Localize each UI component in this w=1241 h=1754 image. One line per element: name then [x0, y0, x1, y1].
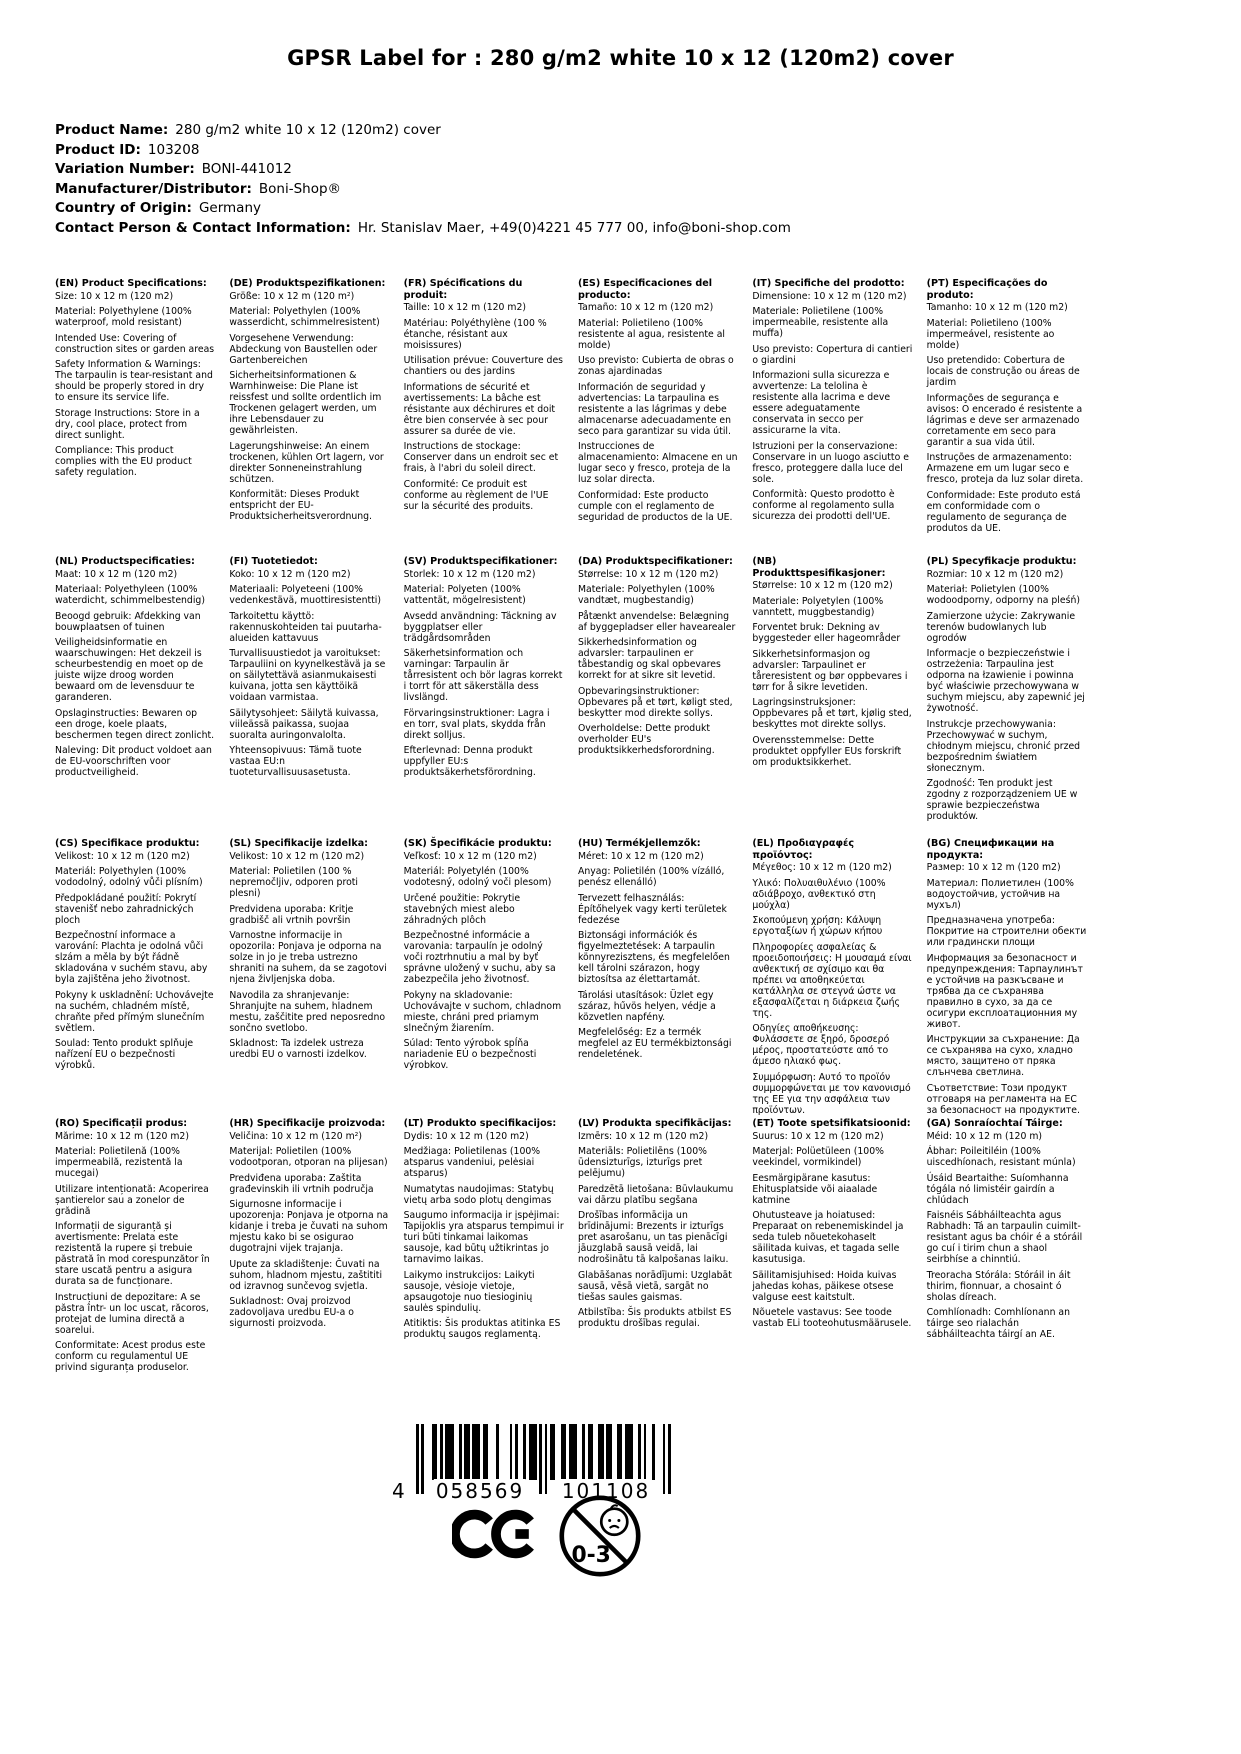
lang-block-paragraph: Materiaali: Polyeteeni (100% vedenkestävä, muottiresistentti): [229, 584, 382, 606]
lang-block-paragraph: Súlad: Tento výrobok spĺňa nariadenie EÚ o bezpečnosti výrobkov.: [403, 1038, 537, 1071]
lang-block-sv: [404, 556, 564, 827]
barcode-bar: [440, 1424, 443, 1480]
product-info: [55, 121, 791, 238]
lang-block-paragraph: Material: Polietilen (100 % nepremočljiv, odporen proti plesni): [229, 866, 358, 899]
barcode-bar: [529, 1424, 537, 1480]
lang-block-sk: [404, 838, 564, 1120]
lang-block-heading: (DA) Produktspecifikationer:: [577, 556, 733, 567]
lang-block-lv: [578, 1118, 738, 1378]
lang-block-paragraph: Eesmärgipärane kasutus: Ehitusplatside või aiaalade katmine: [752, 1172, 878, 1206]
lang-block-paragraph: Materiāls: Polietilēns (100% ūdensizturīgs, izturīgs pret pelējumu): [577, 1146, 707, 1179]
product-info-value: 280 g/m2 white 10 x 12 (120m2) cover: [175, 122, 441, 138]
barcode-bar: [550, 1424, 555, 1480]
lang-block-heading: (LV) Produkta specifikācijas:: [577, 1118, 732, 1129]
barcode-bar: [472, 1424, 480, 1480]
lang-block-heading: (SK) Špecifikácie produktu:: [403, 838, 552, 849]
lang-block-paragraph: Forventet bruk: Dekning av byggesteder eller hageområder: [752, 622, 901, 644]
lang-block-paragraph: Informații de siguranță și avertismente: Prelata este rezistentă la rupere și trebuie păstrată în mod corespunzător în stare uscată pentru a asigura durata sa de funcționare.: [55, 1221, 210, 1287]
lang-block-hr: [229, 1118, 389, 1378]
lang-row-1: [55, 278, 1087, 538]
lang-block-paragraph: Medžiaga: Polietilenas (100% atsparus vandeniui, pelėsiai atsparus): [403, 1146, 541, 1179]
lang-block-paragraph: Méid: 10 x 12 m (120 m): [926, 1130, 1043, 1142]
age-warning-0-3-icon: [558, 1494, 642, 1582]
lang-block-heading: (FR) Spécifications du produit:: [403, 278, 523, 301]
barcode-first-digit: 4: [392, 1479, 405, 1503]
lang-block-fr: [404, 278, 564, 538]
barcode-bar: [432, 1424, 437, 1480]
barcode-bar: [459, 1424, 462, 1480]
lang-block-fi: [229, 556, 389, 827]
barcode-bar: [638, 1424, 641, 1480]
lang-block-paragraph: Conformité: Ce produit est conforme au règlement de l'UE sur la sécurité des produits.: [403, 478, 549, 512]
lang-block-paragraph: Comhlíonadh: Comhlíonann an táirge seo rialachán sábháilteachta táirgí an AE.: [926, 1307, 1071, 1340]
barcode-left-digits: 058569: [435, 1479, 525, 1503]
barcode-bar: [598, 1424, 603, 1480]
lang-block-paragraph: Veličina: 10 x 12 m (120 m²): [229, 1130, 362, 1142]
lang-block-paragraph: Nõuetele vastavus: See toode vastab ELi tooteohutusmäärusele.: [752, 1307, 912, 1329]
lang-block-paragraph: Compliance: This product complies with the EU product safety regulation.: [55, 445, 192, 478]
product-info-value: Germany: [198, 200, 261, 216]
lang-block-paragraph: Velikost: 10 x 12 m (120 m2): [55, 850, 190, 862]
lang-block-paragraph: Sicherheitsinformationen & Warnhinweise: Die Plane ist reissfest und sollte ordentlich im Trockenen gelagert werden, um ihre Lebensdauer zu gewährleisten.: [229, 370, 382, 436]
lang-block-heading: (IT) Specifiche del prodotto:: [752, 278, 905, 289]
lang-block-paragraph: Turvallisuustiedot ja varoitukset: Tarpauliini on kyynelkestävä ja se on säilytettävä asianmukaisesti kuivana, jotta sen käyttöikä voidaan varmistaa.: [229, 648, 386, 703]
lang-block-paragraph: Intended Use: Covering of construction sites or garden areas: [55, 332, 215, 355]
barcode-bar: [582, 1424, 585, 1480]
barcode-bar: [617, 1424, 622, 1480]
lang-block-paragraph: Utilizare intenționată: Acoperirea șantierelor sau a zonelor de grădină: [55, 1183, 209, 1217]
lang-block-paragraph: Pokyny na skladovanie: Uchovávajte v suchom, chladnom mieste, chráni pred priamym slnečným žiarením.: [403, 989, 562, 1034]
lang-block-paragraph: Saugumo informacija ir įspėjimai: Tapijoklis yra atsparus tempimui ir turi būti tinkamai laikomas sausoje, kad būtų užtikrintas jo tarnavimo laikas.: [403, 1210, 564, 1265]
lang-block-paragraph: Koko: 10 x 12 m (120 m2): [229, 568, 351, 580]
lang-block-heading: (PL) Specyfikacje produktu:: [926, 556, 1077, 567]
lang-block-nb: [752, 556, 912, 827]
lang-block-heading: (EL) Προδιαγραφές προϊόντος:: [752, 838, 855, 861]
lang-block-heading: (HU) Termékjellemzők:: [577, 838, 701, 849]
lang-block-paragraph: Påtænkt anvendelse: Belægning af byggepladser eller havearealer: [577, 610, 736, 633]
lang-block-paragraph: Vorgesehene Verwendung: Abdeckung von Baustellen oder Gartenbereichen: [229, 332, 378, 366]
lang-block-paragraph: Съответствие: Този продукт отговаря на регламента на ЕС за безопасност на продуктите.: [926, 1082, 1080, 1116]
lang-block-paragraph: Materiál: Polyetylén (100% vodotesný, odolný voči plesom): [403, 866, 552, 888]
lang-block-paragraph: Instrucciones de almacenamiento: Almacene en un lugar seco y fresco, proteja de la luz solar directa.: [577, 441, 738, 485]
product-info-value: Boni-Shop®: [258, 180, 342, 197]
lang-block-hu: [578, 838, 738, 1120]
lang-block-paragraph: Atbilstība: Šis produkts atbilst ES produktu drošības regulai.: [577, 1307, 732, 1329]
product-info-row: [55, 141, 791, 161]
lang-row-4: [55, 1118, 1087, 1378]
lang-block-paragraph: Sikkerhedsinformation og advarsler: tarpaulinen er tåbestandig og skal opbevares korrekt for at sikre sit levetid.: [577, 637, 721, 681]
lang-block-paragraph: Sigurnosne informacije i upozorenja: Ponjava je otporna na kidanje i treba je čuvati na suhom mjestu kako bi se osigurao dugotrajni vijek trajanja.: [229, 1199, 389, 1254]
lang-block-paragraph: Skladnost: Ta izdelek ustreza uredbi EU o varnosti izdelkov.: [229, 1038, 367, 1060]
lang-block-paragraph: Материал: Полиетилен (100% водоустойчив, устойчив на мухъл): [926, 877, 1074, 911]
product-info-label: Variation Number:: [55, 161, 195, 177]
lang-block-paragraph: Material: Polietilenă (100% impermeabilă, rezistentă la mucegai): [55, 1146, 183, 1179]
lang-block-paragraph: Biztonsági információk és figyelmeztetések: A tarpaulin könnyrezisztens, és megfelelően kell tárolni szárazon, hogy biztosítsa az élettartamát.: [577, 930, 730, 985]
lang-block-paragraph: Utilisation prévue: Couverture des chantiers ou des jardins: [403, 355, 564, 377]
lang-block-paragraph: Atitiktis: Šis produktas atitinka ES produktų saugos reglamentą.: [403, 1318, 561, 1340]
lang-block-paragraph: Materiál: Polyethylen (100% vododolný, odolný vůči plísním): [55, 866, 203, 888]
lang-block-paragraph: Izmērs: 10 x 12 m (120 m2): [577, 1130, 709, 1142]
lang-row-2: [55, 556, 1087, 827]
lang-block-heading: (GA) Sonraíochtaí Táirge:: [926, 1118, 1063, 1129]
lang-block-paragraph: Σκοπούμενη χρήση: Κάλυψη εργοταξίων ή χώρων κήπου: [752, 915, 883, 937]
lang-block-paragraph: Úsáid Beartaithe: Suíomhanna tógála nó limistéir gairdín a chlúdach: [926, 1172, 1069, 1206]
lang-block-nl: [55, 556, 215, 827]
lang-block-paragraph: Πληροφορίες ασφαλείας & προειδοποιήσεις: Η μουσαμά είναι ανθεκτική σε σχίσιμο και θα πρέπει να αποθηκεύεται κατάλληλα σε στεγνά ώστε να εξασφαλίζεται η διάρκεια ζωής της.: [752, 941, 912, 1019]
lang-block-paragraph: Storage Instructions: Store in a dry, cool place, protect from direct sunlight.: [55, 407, 200, 441]
barcode-bar: [606, 1424, 611, 1480]
lang-block-paragraph: Předpokládané použití: Pokrytí stavenišť nebo zahradnických ploch: [55, 892, 197, 926]
barcode-bar: [496, 1424, 499, 1480]
barcode-bar: [421, 1424, 424, 1494]
lang-block-heading: (LT) Produkto specifikacijos:: [403, 1118, 557, 1129]
lang-block-paragraph: Предназначена употреба: Покритие на строителни обекти или градински площи: [926, 915, 1087, 948]
lang-block-paragraph: Uso previsto: Copertura di cantieri o giardini: [752, 343, 913, 366]
product-info-row: [55, 121, 791, 141]
lang-block-paragraph: Megfelelőség: Ez a termék megfelel az EU termékbiztonsági rendeletének.: [577, 1027, 732, 1060]
product-info-value: Hr. Stanislav Maer, +49(0)4221 45 777 00, info@boni-shop.com: [357, 219, 791, 236]
lang-block-paragraph: Conformidad: Este producto cumple con el reglamento de seguridad de productos de la UE.: [577, 489, 733, 523]
lang-block-da: [578, 556, 738, 827]
lang-block-heading: (FI) Tuotetiedot:: [229, 556, 318, 567]
lang-block-paragraph: Размер: 10 x 12 m (120 m2): [926, 862, 1061, 873]
lang-block-paragraph: Инструкции за съхранение: Да се съхранява на сухо, хладно място, защитено от пряка слънчева светлина.: [926, 1034, 1080, 1078]
lang-block-el: [752, 838, 912, 1120]
lang-block-paragraph: Οδηγίες αποθήκευσης: Φυλάσσετε σε ξηρό, δροσερό μέρος, προστατεύστε από το άμεσο ηλιακό φως.: [752, 1023, 890, 1067]
lang-block-bg: [927, 838, 1087, 1120]
lang-block-paragraph: Upute za skladištenje: Čuvati na suhom, hladnom mjestu, zaštititi od izravnog sunčevog svjetla.: [229, 1258, 383, 1292]
lang-block-paragraph: Treoracha Stórála: Stóráil in áit thirim, fionnuar, a chosaint ó sholas díreach.: [926, 1269, 1071, 1303]
lang-block-paragraph: Mărime: 10 x 12 m (120 m2): [55, 1130, 189, 1142]
lang-block-heading: (NL) Productspecificaties:: [55, 556, 195, 567]
lang-block-paragraph: Drošības informācija un brīdinājumi: Brezents ir izturīgs pret asarošanu, un tas pienācīgi jāuzglabā sausā veidā, lai nodrošinātu tā kalpošanas laiku.: [577, 1210, 729, 1265]
lang-block-paragraph: Navodila za shranjevanje: Shranjujte na suhem, hladnem mestu, zaščitite pred neposredno sončno svetlobo.: [229, 989, 386, 1034]
lang-block-paragraph: Materiale: Polietilene (100% impermeabile, resistente alla muffa): [752, 306, 889, 339]
barcode-bar: [569, 1424, 577, 1480]
lang-block-paragraph: Materjal: Polüetüleen (100% veekindel, vormikindel): [752, 1146, 884, 1168]
lang-block-paragraph: Lagerungshinweise: An einem trockenen, kühlen Ort lagern, vor direkter Sonneneinstrahlung schützen.: [229, 440, 384, 485]
lang-block-paragraph: Informazioni sulla sicurezza e avvertenze: La telolina è resistente alla lacrima e deve essere adeguatamente conservata in secco per assicurarne la vita.: [752, 370, 891, 436]
barcode-bar: [644, 1424, 647, 1480]
lang-block-paragraph: Bezpečnostné informácie a varovania: tarpaulín je odolný voči roztrhnutiu a mal by byť správne uložený v suchu, aby sa zabezpečila jeho životnosť.: [403, 930, 556, 985]
lang-block-pl: [927, 556, 1087, 827]
lang-block-paragraph: Συμμόρφωση: Αυτό το προϊόν συμμορφώνεται με τον κανονισμό της ΕΕ για την ασφάλεια των προϊόντων.: [752, 1071, 911, 1116]
lang-block-paragraph: Material: Polyethylene (100% waterproof, mold resistant): [55, 306, 192, 328]
lang-block-paragraph: Ohutusteave ja hoiatused: Preparaat on rebenemiskindel ja seda tuleb nõuetekohaselt säilitada kuivas, et tagada selle kasutusiga.: [752, 1210, 904, 1265]
lang-block-paragraph: Predviđena uporaba: Zaštita građevinskih ili vrtnih područja: [229, 1172, 374, 1195]
lang-block-paragraph: Overensstemmelse: Dette produktet oppfyller EUs forskrift om produktsikkerhet.: [752, 734, 902, 768]
product-info-row: [55, 199, 791, 219]
lang-block-paragraph: Méret: 10 x 12 m (120 m2): [577, 850, 704, 862]
lang-block-paragraph: Pokyny k uskladnění: Uchovávejte na suchém, chladném místě, chraňte před přímým slunečním světlem.: [55, 989, 214, 1034]
product-info-label: Product ID:: [55, 141, 141, 158]
barcode-bar: [561, 1424, 566, 1480]
lang-block-paragraph: Materiale: Polyetylen (100% vanntett, muggbestandig): [752, 595, 884, 618]
lang-block-paragraph: Size: 10 x 12 m (120 m2): [55, 290, 174, 302]
lang-block-paragraph: Zgodność: Ten produkt jest zgodny z rozporządzeniem UE w sprawie bezpieczeństwa produktów.: [926, 778, 1078, 822]
lang-block-paragraph: Uso pretendido: Cobertura de locais de construção ou áreas de jardim: [926, 355, 1080, 388]
lang-block-paragraph: Určené použitie: Pokrytie stavebných miest alebo záhradných plôch: [403, 892, 521, 926]
lang-block-paragraph: Bezpečnostní informace a varování: Plachta je odolná vůči slzám a měla by být řádně skladována v suchém stavu, aby byla zajištěna jeho životnost.: [55, 930, 208, 985]
lang-block-paragraph: Opbevaringsinstruktioner: Opbevares på et tørt, køligt sted, beskytter mod direkte sollys.: [577, 685, 733, 719]
lang-block-paragraph: Safety Information & Warnings: The tarpaulin is tear-resistant and should be properly stored in dry to ensure its service life.: [55, 359, 213, 403]
lang-block-paragraph: Materiale: Polyethylen (100% vandtæt, mugbestandig): [577, 584, 715, 606]
product-info-label: Country of Origin:: [55, 200, 192, 216]
lang-block-paragraph: Conformidade: Este produto está em conformidade com o regulamento de segurança de produtos da UE.: [926, 489, 1081, 534]
lang-block-paragraph: Säilytysohjeet: Säilytä kuivassa, viileässä paikassa, suojaa suoralta auringonvalolta.: [229, 707, 379, 741]
lang-block-paragraph: Faisnéis Sábháilteachta agus Rabhadh: Tá an tarpaulin cuimilt-resistant agus ba chóir é a stóráil go cuí i tirim chun a shaol seirbhíse a chinntiú.: [926, 1210, 1083, 1265]
lang-block-paragraph: Veľkosť: 10 x 12 m (120 m2): [403, 850, 537, 862]
lang-block-paragraph: Informations de sécurité et avertissements: La bâche est résistante aux déchirures et doit être bien conservée à sec pour assurer sa durée de vie.: [403, 381, 556, 437]
lang-block-paragraph: Ábhar: Poileitiléin (100% uiscedhíonach, resistant múnla): [926, 1146, 1076, 1168]
product-info-row: [55, 160, 791, 180]
lang-block-it: [752, 278, 912, 538]
lang-block-paragraph: Anyag: Polietilén (100% vízálló, penész ellenálló): [577, 866, 725, 888]
lang-block-paragraph: Soulad: Tento produkt splňuje nařízení EU o bezpečnosti výrobků.: [55, 1038, 194, 1071]
product-info-row: [55, 219, 791, 239]
lang-block-paragraph: Storlek: 10 x 12 m (120 m2): [403, 568, 536, 580]
lang-block-paragraph: Yhteensopivuus: Tämä tuote vastaa EU:n tuoteturvallisuusasetusta.: [229, 745, 362, 778]
lang-block-paragraph: Opslaginstructies: Bewaren op een droge, koele plaats, beschermen tegen direct zonlicht.: [55, 707, 215, 741]
lang-block-sl: [229, 838, 389, 1120]
lang-block-paragraph: Μέγεθος: 10 x 12 m (120 m2): [752, 862, 892, 873]
barcode-bar: [652, 1424, 655, 1480]
lang-block-paragraph: Uso previsto: Cubierta de obras o zonas ajardinadas: [577, 355, 734, 377]
lang-block-heading: (ET) Toote spetsifikatsioonid:: [752, 1118, 911, 1129]
lang-block-paragraph: Conformitate: Acest produs este conform cu regulamentul UE privind siguranța produselor.: [55, 1340, 206, 1373]
lang-block-paragraph: Laikymo instrukcijos: Laikyti sausoje, vėsioje vietoje, apsaugotoje nuo tiesioginių saulės spindulių.: [403, 1269, 535, 1314]
barcode-bar: [539, 1424, 542, 1494]
lang-block-paragraph: Tarkoitettu käyttö: rakennuskohteiden tai puutarha-alueiden kattavuus: [229, 610, 382, 644]
lang-block-heading: (ES) Especificaciones del producto:: [577, 278, 713, 301]
barcode-bar: [483, 1424, 488, 1480]
lang-block-paragraph: Zamierzone użycie: Zakrywanie terenów budowlanych lub ogrodów: [926, 610, 1076, 644]
lang-block-heading: (EN) Product Specifications:: [55, 278, 207, 289]
lang-block-paragraph: Naleving: Dit product voldoet aan de EU-voorschriften voor productveiligheid.: [55, 745, 212, 778]
barcode-bar: [523, 1424, 526, 1480]
lang-block-paragraph: Dimensione: 10 x 12 m (120 m2): [752, 290, 907, 302]
age-range-text: 0-3: [571, 1543, 611, 1569]
lang-block-paragraph: Material: Polyeten (100% vattentät, mögelresistent): [403, 584, 526, 606]
product-info-row: [55, 180, 791, 200]
lang-block-paragraph: Paredzētā lietošana: Būvlaukumu vai dārzu platību segšana: [577, 1183, 734, 1206]
lang-block-heading: (RO) Specificații produs:: [55, 1118, 188, 1129]
lang-block-paragraph: Sikkerhetsinformasjon og advarsler: Tarpaulinet er tåreresistent og bør oppbevares i tørr for å sikre levetiden.: [752, 648, 908, 693]
lang-block-paragraph: Overholdelse: Dette produkt overholder EU's produktsikkerhedsforordning.: [577, 723, 715, 756]
barcode-bar: [668, 1424, 671, 1494]
lang-block-et: [752, 1118, 912, 1378]
barcode-bar: [588, 1424, 593, 1480]
lang-block-paragraph: Materiał: Polietylen (100% wodoodporny, odporny na pleśń): [926, 584, 1080, 606]
baby-face-icon: [601, 1505, 627, 1534]
lang-block-paragraph: Suurus: 10 x 12 m (120 m2): [752, 1130, 884, 1142]
lang-block-heading: (CS) Specifikace produktu:: [55, 838, 200, 849]
product-info-label: Product Name:: [55, 122, 169, 138]
ean13-barcode: [392, 1424, 672, 1504]
lang-block-de: [229, 278, 389, 538]
lang-block-ga: [927, 1118, 1087, 1378]
lang-block-paragraph: Material: Polietileno (100% impermeável, resistente ao molde): [926, 317, 1055, 351]
lang-block-paragraph: Säkerhetsinformation och varningar: Tarpaulin är tårresistent och bör lagras korrekt i torrt för att säkerställa dess livslängd.: [403, 648, 563, 703]
lang-block-paragraph: Matériau: Polyéthylène (100 % étanche, résistant aux moisissures): [403, 317, 547, 351]
lang-block-paragraph: Material: Polietileno (100% resistente al agua, resistente al molde): [577, 317, 725, 351]
barcode-bar: [515, 1424, 518, 1480]
lang-block-paragraph: Numatytas naudojimas: Statybų vietų arba sodo plotų dengimas: [403, 1183, 554, 1206]
lang-block-heading: (NB) Produkttspesifikasjoner:: [752, 556, 886, 579]
lang-block-heading: (HR) Specifikacije proizvoda:: [229, 1118, 386, 1129]
lang-block-paragraph: Varnostne informacije in opozorila: Ponjava je odporna na solze in jo je treba ustrezno shraniti na suhem, da se zagotovi njena življenjska doba.: [229, 930, 387, 985]
lang-block-paragraph: Información de seguridad y advertencias: La tarpaulina es resistente a las lágrimas y debe almacenarse adecuadamente en seco para garantizar su vida útil.: [577, 381, 731, 437]
product-info-value: 103208: [147, 141, 200, 158]
lang-block-paragraph: Sukladnost: Ovaj proizvod zadovoljava uredbu EU-a o sigurnosti proizvoda.: [229, 1296, 354, 1329]
lang-block-paragraph: Avsedd användning: Täckning av byggplatser eller trädgårdsområden: [403, 610, 557, 644]
lang-block-paragraph: Veiligheidsinformatie en waarschuwingen: Het dekzeil is scheurbestendig en moet op de juiste wijze droog worden bewaard om de levensduur te garanderen.: [55, 637, 204, 703]
lang-block-paragraph: Informacje o bezpieczeństwie i ostrzeżenia: Tarpaulina jest odporna na łzawienie i powinna być właściwie przechowywana w suchym miejscu, aby zapewnić jej żywotność.: [926, 648, 1085, 714]
lang-block-heading: (DE) Produktspezifikationen:: [229, 278, 386, 289]
lang-block-es: [578, 278, 738, 538]
lang-block-paragraph: Conformità: Questo prodotto è conforme al regolamento sulla sicurezza dei prodotti dell'UE.: [752, 489, 895, 522]
lang-block-en: [55, 278, 215, 538]
lang-block-paragraph: Størrelse: 10 x 12 m (120 m2): [752, 580, 893, 591]
barcode-bar: [416, 1424, 419, 1494]
lang-block-lt: [404, 1118, 564, 1378]
lang-block-paragraph: Rozmiar: 10 x 12 m (120 m2): [926, 568, 1064, 580]
lang-block-paragraph: Dydis: 10 x 12 m (120 m2): [403, 1130, 529, 1142]
lang-block-paragraph: Informações de segurança e avisos: O encerado é resistente a lágrimas e deve ser armazenado corretamente em seco para garantir a sua vida útil.: [926, 392, 1083, 448]
lang-block-pt: [927, 278, 1087, 538]
barcode-bar: [445, 1424, 453, 1480]
lang-block-paragraph: Beoogd gebruik: Afdekking van bouwplaatsen of tuinen: [55, 610, 201, 633]
lang-block-paragraph: Maat: 10 x 12 m (120 m2): [55, 568, 178, 580]
lang-block-paragraph: Υλικό: Πολυαιθυλένιο (100% αδιάβροχο, ανθεκτικό στη μούχλα): [752, 877, 886, 911]
lang-block-paragraph: Predvidena uporaba: Kritje gradbišč ali vrtnih površin: [229, 903, 354, 926]
lang-block-paragraph: Информация за безопасност и предупреждения: Тарпаулинът е устойчив на разкъсване и трябва да се съхранява правилно в сухо, за да се осигури експлоатационния му живот.: [926, 952, 1083, 1030]
lang-block-heading: (SL) Specifikacije izdelka:: [229, 838, 369, 849]
lang-block-paragraph: Material: Polyethylen (100% wasserdicht, schimmelresistent): [229, 306, 380, 328]
lang-block-paragraph: Istruzioni per la conservazione: Conservare in un luogo asciutto e fresco, proteggere dalla luce del sole.: [752, 440, 909, 485]
lang-block-paragraph: Tervezett felhasználás: Építőhelyek vagy kerti területek fedezése: [577, 892, 727, 926]
product-info-label: Manufacturer/Distributor:: [55, 180, 252, 197]
lang-block-paragraph: Størrelse: 10 x 12 m (120 m2): [577, 568, 719, 580]
lang-block-paragraph: Tamaño: 10 x 12 m (120 m2): [577, 302, 714, 313]
lang-block-paragraph: Konformität: Dieses Produkt entspricht der EU-Produktsicherheitsverordnung.: [229, 489, 373, 522]
barcode-right-digits: 101108: [561, 1479, 651, 1503]
barcode-bar: [510, 1424, 513, 1480]
lang-block-paragraph: Velikost: 10 x 12 m (120 m2): [229, 850, 365, 862]
lang-block-paragraph: Taille: 10 x 12 m (120 m2): [403, 302, 527, 313]
lang-block-paragraph: Instruções de armazenamento: Armazene em um lugar seco e fresco, proteja da luz solar direta.: [926, 452, 1084, 485]
lang-block-paragraph: Instrukcje przechowywania: Przechowywać w suchym, chłodnym miejscu, chronić przed bezpośrednim światłem słonecznym.: [926, 718, 1081, 774]
lang-block-paragraph: Säilitamisjuhised: Hoida kuivas jahedas kohas, päikese otsese valguse eest kaitstult.: [752, 1269, 897, 1303]
product-info-value: BONI-441012: [201, 161, 292, 177]
lang-block-paragraph: Förvaringsinstruktioner: Lagra i en torr, sval plats, skydda från direkt solljus.: [403, 707, 550, 741]
lang-block-paragraph: Instrucțiuni de depozitare: A se păstra într- un loc uscat, răcoros, protejat de lumina directă a soarelui.: [55, 1291, 209, 1336]
lang-block-paragraph: Glabāšanas norādījumi: Uzglabāt sausā, vēsā vietā, sargāt no tiešas saules gaismas.: [577, 1269, 732, 1303]
lang-block-cs: [55, 838, 215, 1120]
barcode-bar: [464, 1424, 469, 1480]
lang-block-paragraph: Instructions de stockage: Conserver dans un endroit sec et frais, à l'abri du soleil direct.: [403, 441, 559, 474]
lang-block-paragraph: Größe: 10 x 12 m (120 m²): [229, 290, 355, 302]
lang-block-paragraph: Efterlevnad: Denna produkt uppfyller EU:s produktsäkerhetsförordning.: [403, 745, 536, 778]
lang-block-paragraph: Lagringsinstruksjoner: Oppbevares på et tørt, kjølig sted, beskyttes mot direkte sollys.: [752, 697, 912, 730]
barcode-bar: [625, 1424, 633, 1480]
lang-block-heading: (BG) Спецификации на продукта:: [926, 838, 1055, 861]
lang-block-heading: (PT) Especificações do produto:: [926, 278, 1048, 301]
ce-mark-icon: [452, 1506, 540, 1566]
lang-block-paragraph: Materiaal: Polyethyleen (100% waterdicht, schimmelbestendig): [55, 584, 205, 606]
lang-row-3: [55, 838, 1087, 1120]
lang-block-ro: [55, 1118, 215, 1378]
page-title: GPSR Label for : 280 g/m2 white 10 x 12 (120m2) cover: [287, 46, 954, 70]
lang-block-paragraph: Tamanho: 10 x 12 m (120 m2): [926, 302, 1068, 313]
barcode-bar: [663, 1424, 666, 1494]
product-info-label: Contact Person & Contact Information:: [55, 219, 351, 236]
lang-block-heading: (SV) Produktspecifikationer:: [403, 556, 558, 567]
barcode-bar: [545, 1424, 548, 1494]
lang-block-paragraph: Tárolási utasítások: Üzlet egy száraz, hűvös helyen, védje a közvetlen napfény.: [577, 989, 716, 1023]
lang-block-paragraph: Materijal: Polietilen (100% vodootporan, otporan na plijesan): [229, 1146, 388, 1168]
